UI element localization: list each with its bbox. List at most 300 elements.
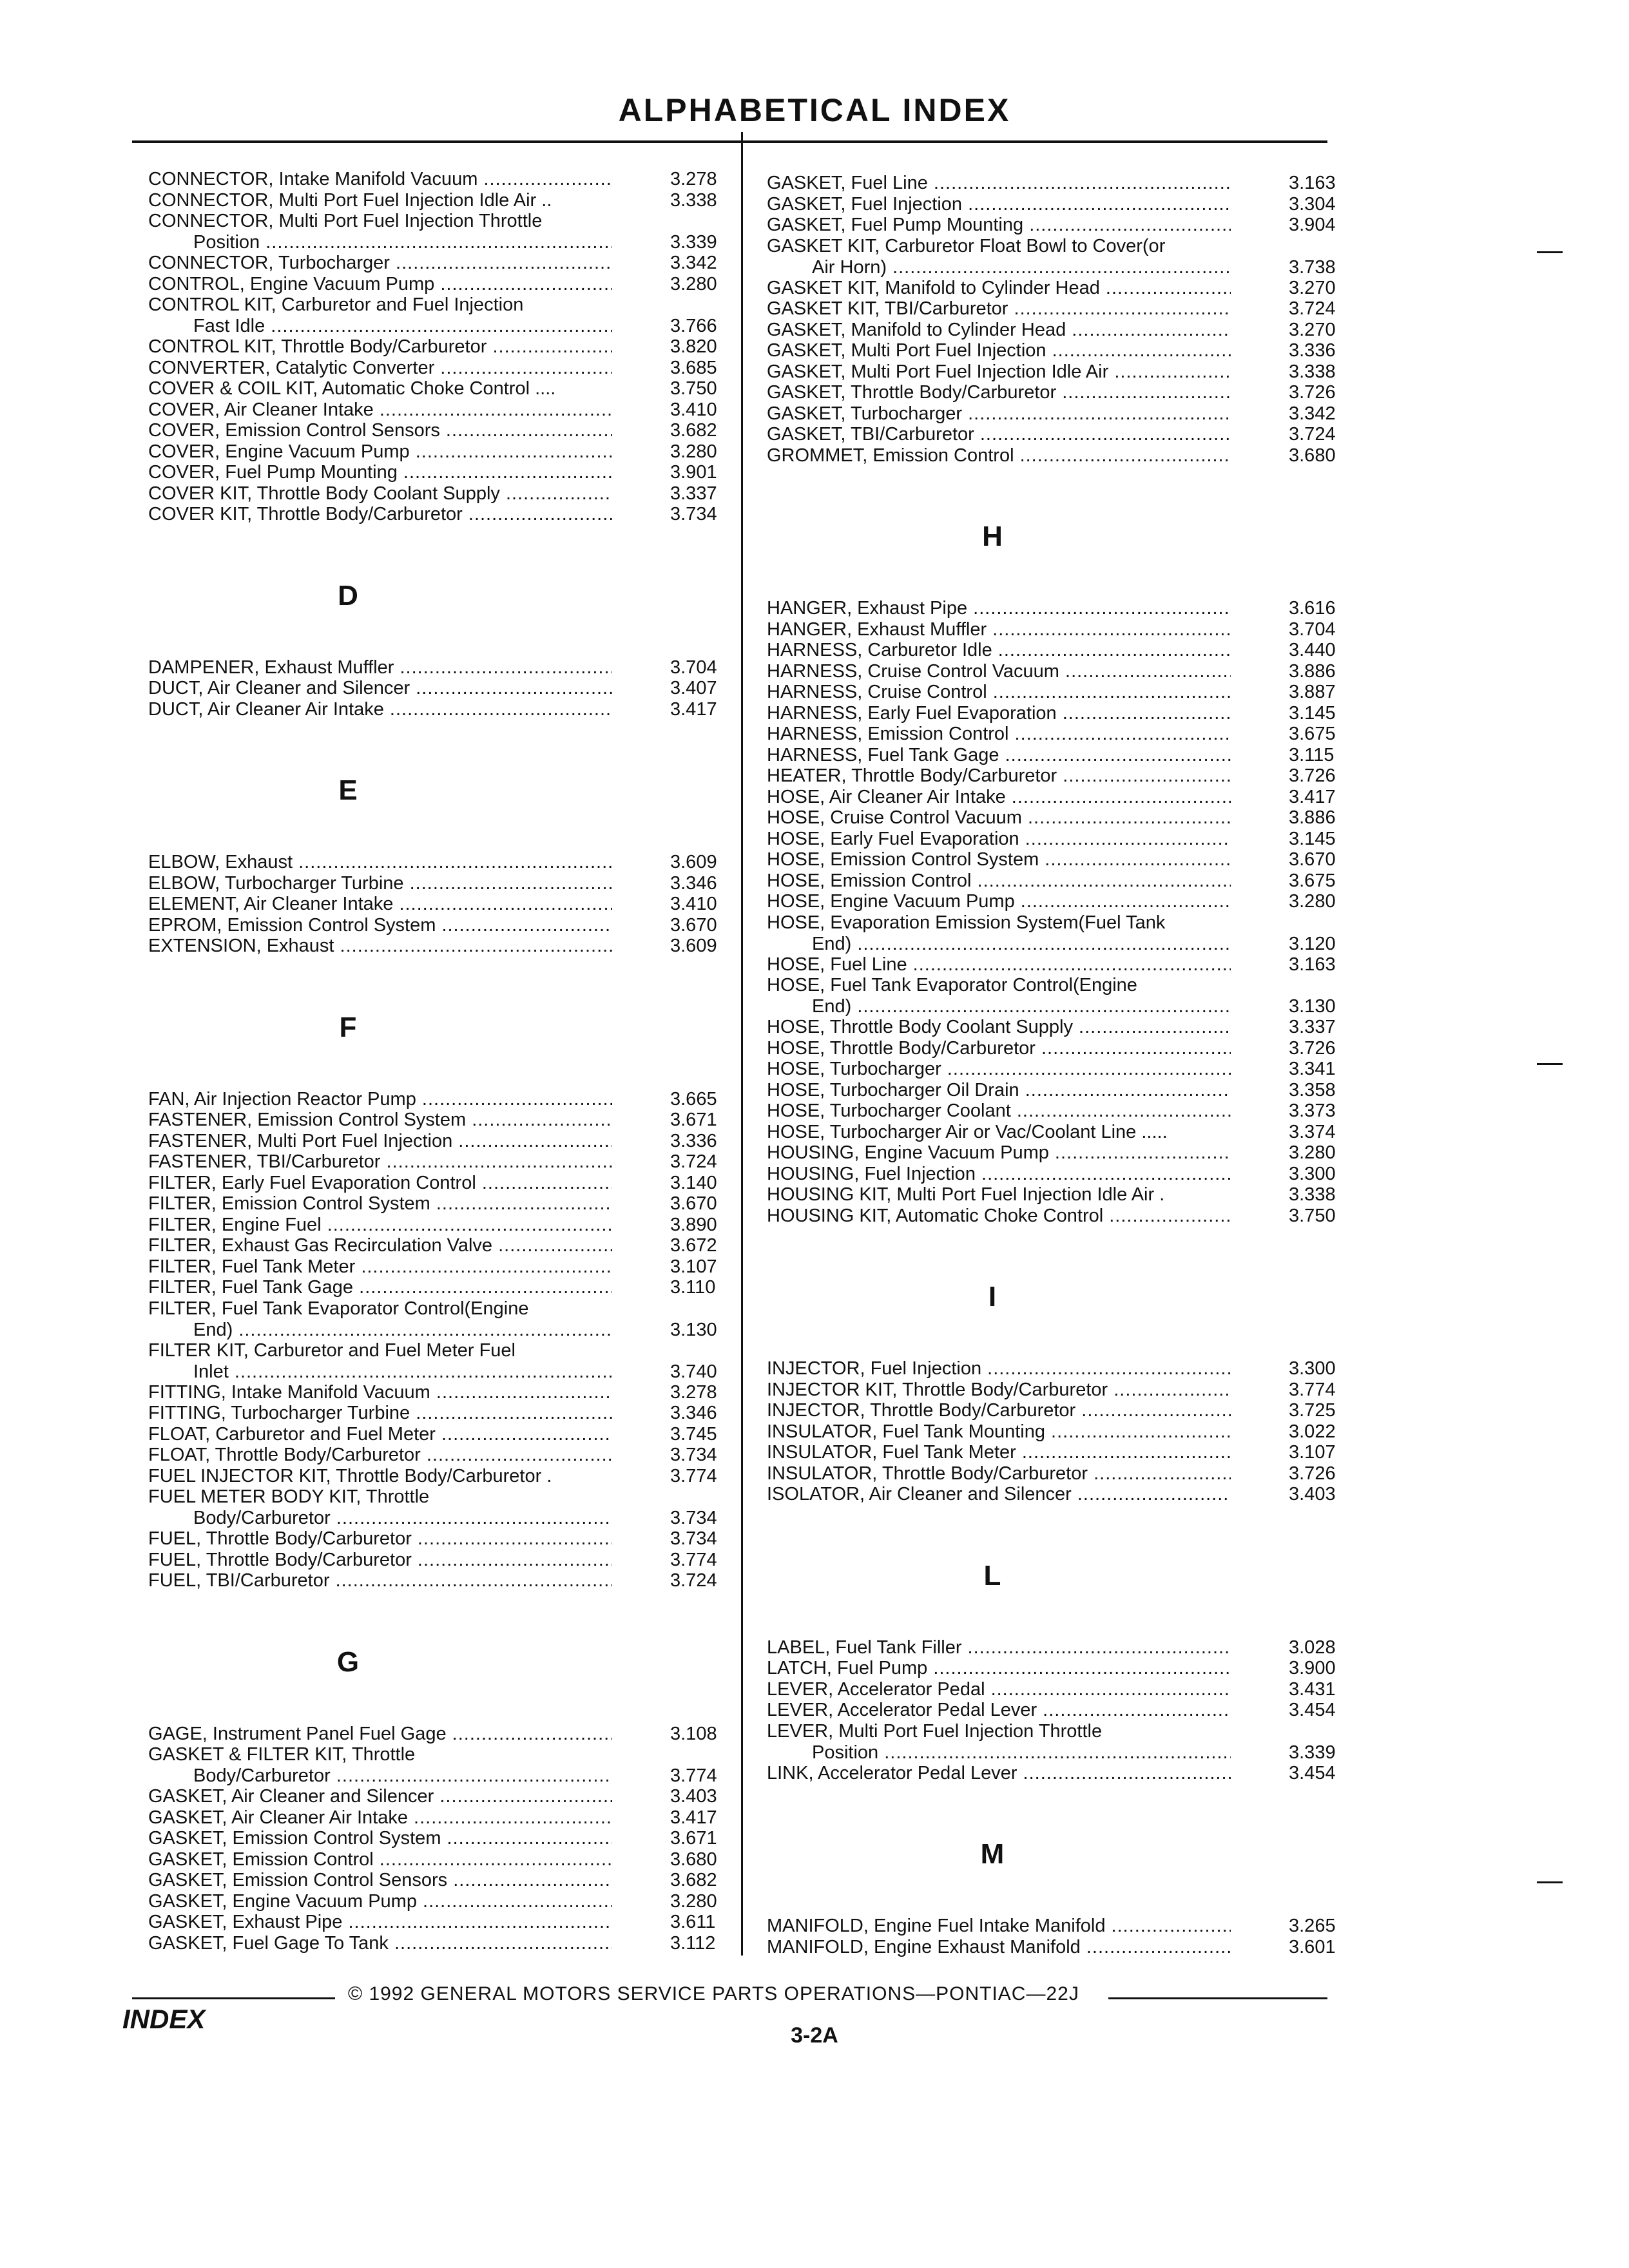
entry-name-line: GASKET KIT, Manifold to Cylinder Head [767, 277, 1100, 298]
entry-name [767, 1080, 1231, 1101]
section-letter-m: M [980, 1838, 1005, 1870]
entry-name-line: CONTROL, Engine Vacuum Pump [148, 273, 435, 294]
entry-name-line: GASKET, Manifold to Cylinder Head [767, 319, 1066, 340]
entry-page-number: 3.726 [1289, 1037, 1336, 1059]
entry-name-continuation: End) ..... [767, 934, 1231, 955]
entry-name-line: HOSE, Throttle Body/Carburetor [767, 1037, 1036, 1059]
entry-name-line: COVER & COIL KIT, Automatic Choke Control .... [148, 378, 556, 399]
entry-name [767, 215, 1231, 236]
entry-name-line: GASKET, Emission Control Sensors [148, 1870, 448, 1890]
entry-name [767, 703, 1231, 724]
section-letter-g: G [336, 1646, 360, 1678]
entry-page-number: 3.163 [1289, 954, 1336, 975]
entry-page-number: 3.346 [670, 1403, 717, 1423]
entry-page-number: 3.734 [670, 1508, 717, 1528]
entry-name [767, 1658, 1231, 1679]
entry-name-line: LABEL, Fuel Tank Filler [767, 1637, 962, 1658]
entry-page-number: 3.890 [670, 1214, 717, 1235]
entry-name-line: INSULATOR, Fuel Tank Meter [767, 1442, 1016, 1463]
entry-name [767, 829, 1231, 850]
entry-page-number: 3.774 [1289, 1379, 1336, 1400]
entry-name-line: GASKET, Fuel Pump Mounting [767, 215, 1024, 235]
entry-name-line: HARNESS, Cruise Control Vacuum [767, 660, 1059, 682]
entry-name-line: GASKET, Fuel Gage To Tank [148, 1932, 389, 1954]
entry-name [767, 1916, 1231, 1937]
entry-name-line: HOSE, Turbocharger Oil Drain [767, 1079, 1019, 1100]
entry-page-number: 3.410 [670, 894, 717, 914]
entry-name-continuation: End) ..... [767, 996, 1231, 1017]
entry-name [148, 1256, 612, 1278]
entry-name-line: HOSE, Air Cleaner Air Intake [767, 786, 1006, 807]
entry-page-number: 3.339 [670, 232, 717, 253]
entry-name-line: GASKET, Fuel Line [767, 173, 928, 193]
entry-name [767, 870, 1231, 892]
entry-name-line: HOSE, Cruise Control Vacuum [767, 807, 1022, 828]
entry-name-line: LEVER, Multi Port Fuel Injection Throttle [767, 1720, 1103, 1742]
entry-name-line: GASKET, Emission Control System [148, 1828, 441, 1849]
entry-name [148, 399, 612, 421]
entry-page-number: 3.346 [670, 872, 717, 894]
entry-name-line: HOUSING, Fuel Injection [767, 1163, 976, 1184]
entry-page-number: 3.403 [670, 1786, 717, 1807]
entry-page-number: 3.724 [1289, 424, 1336, 445]
entry-name-line: HOSE, Emission Control [767, 870, 972, 891]
entry-name [148, 1912, 612, 1933]
entry-name-line: HARNESS, Cruise Control [767, 682, 987, 702]
entry-name-line: DUCT, Air Cleaner Air Intake [148, 698, 384, 720]
entry-name [767, 1442, 1231, 1463]
title-rule [132, 140, 1327, 143]
entry-name [148, 190, 612, 211]
entry-page-number: 3.726 [1289, 382, 1336, 403]
entry-page-number: 3.675 [1289, 724, 1336, 744]
entry-page-number: 3.734 [670, 1528, 717, 1549]
entry-page-number: 3.454 [1289, 1762, 1336, 1783]
entry-name [148, 294, 612, 337]
entry-name [148, 1570, 612, 1591]
entry-name [767, 619, 1231, 640]
entry-page-number: 3.280 [670, 441, 717, 462]
footer-rule-right [1108, 1997, 1327, 1999]
entry-name [767, 1122, 1231, 1143]
entry-name-line: GASKET KIT, TBI/Carburetor [767, 298, 1008, 319]
entry-name [767, 1358, 1231, 1379]
entry-name [148, 483, 612, 505]
entry-name-continuation: Body/Carburetor ..... [148, 1508, 612, 1529]
entry-name [148, 1849, 612, 1870]
entry-page-number: 3.278 [670, 1381, 717, 1403]
entry-name-line: GASKET, Turbocharger [767, 403, 963, 424]
entry-name [767, 445, 1231, 466]
entry-page-number: 3.725 [1289, 1400, 1336, 1421]
entry-name-continuation: Air Horn) ..... [767, 257, 1231, 278]
entry-name [148, 336, 612, 358]
entry-name [767, 1400, 1231, 1421]
entry-page-number: 3.110 [670, 1277, 716, 1298]
entry-name [767, 640, 1231, 661]
entry-name [767, 1059, 1231, 1080]
entry-page-number: 3.609 [670, 852, 717, 872]
entry-page-number: 3.774 [670, 1765, 717, 1786]
entry-page-number: 3.745 [670, 1423, 717, 1445]
entry-page-number: 3.672 [670, 1235, 717, 1256]
entry-name [767, 320, 1231, 341]
entry-page-number: 3.300 [1289, 1163, 1336, 1184]
entry-name-line: FILTER, Early Fuel Evaporation Control [148, 1172, 476, 1193]
entry-page-number: 3.665 [670, 1088, 717, 1110]
entry-page-number: 3.680 [1289, 445, 1336, 466]
entry-name-line: FLOAT, Throttle Body/Carburetor [148, 1445, 421, 1465]
entry-page-number: 3.107 [1289, 1442, 1336, 1463]
entry-name [148, 441, 612, 463]
entry-name-line: COVER, Air Cleaner Intake [148, 399, 374, 420]
entry-page-number: 3.338 [1289, 1184, 1336, 1205]
entry-name-line: GROMMET, Emission Control [767, 445, 1014, 466]
entry-name-line: COVER, Emission Control Sensors [148, 420, 440, 441]
entry-name [767, 1017, 1231, 1038]
entry-name [767, 1379, 1231, 1401]
entry-name-line: GAGE, Instrument Panel Fuel Gage [148, 1723, 447, 1744]
section-letter-e: E [338, 774, 358, 806]
entry-name-line: FITTING, Intake Manifold Vacuum [148, 1381, 430, 1403]
entry-name [148, 915, 612, 936]
entry-page-number: 3.901 [670, 462, 717, 483]
entry-page-number: 3.130 [1289, 996, 1336, 1017]
entry-name-line: LATCH, Fuel Pump [767, 1658, 928, 1678]
entry-name-line: FILTER KIT, Carburetor and Fuel Meter Fuel [148, 1340, 516, 1361]
entry-name-line: LINK, Accelerator Pedal Lever [767, 1762, 1017, 1783]
entry-name-line: HARNESS, Early Fuel Evaporation [767, 702, 1057, 724]
entry-name-line: ELBOW, Exhaust [148, 852, 293, 872]
entry-page-number: 3.886 [1289, 660, 1336, 682]
entry-name-line: COVER, Engine Vacuum Pump [148, 441, 410, 462]
entry-name-line: FILTER, Exhaust Gas Recirculation Valve [148, 1235, 493, 1256]
entry-page-number: 3.300 [1289, 1358, 1336, 1379]
entry-name [148, 274, 612, 295]
entry-name [767, 1184, 1231, 1206]
entry-page-number: 3.115 [1289, 744, 1335, 765]
entry-page-number: 3.724 [670, 1151, 717, 1172]
entry-name [148, 378, 612, 399]
entry-page-number: 3.339 [1289, 1742, 1336, 1763]
entry-name [148, 1445, 612, 1466]
entry-name-continuation: Body/Carburetor ..... [148, 1765, 612, 1787]
entry-name-continuation: Fast Idle ..... [148, 316, 612, 337]
entry-page-number: 3.440 [1289, 640, 1336, 660]
entry-name-line: FILTER, Fuel Tank Meter [148, 1256, 356, 1277]
entry-name [148, 1486, 612, 1529]
entry-page-number: 3.738 [1289, 256, 1336, 278]
entry-name [767, 1937, 1231, 1958]
entry-page-number: 3.724 [670, 1570, 717, 1591]
entry-name [148, 1550, 612, 1571]
entry-name-line: HARNESS, Carburetor Idle [767, 640, 992, 660]
entry-name [767, 765, 1231, 787]
entry-name [148, 1298, 612, 1341]
entry-page-number: 3.280 [1289, 1142, 1336, 1163]
entry-name-line: HOUSING KIT, Multi Port Fuel Injection Idle Air . [767, 1184, 1165, 1205]
entry-page-number: 3.670 [670, 1193, 717, 1214]
entry-name [767, 724, 1231, 745]
entry-name [767, 1763, 1231, 1784]
section-letter-d: D [338, 579, 358, 611]
entry-page-number: 3.338 [1289, 361, 1336, 382]
entry-page-number: 3.675 [1289, 870, 1336, 891]
entry-name-line: CONTROL KIT, Throttle Body/Carburetor [148, 336, 487, 357]
entry-page-number: 3.407 [670, 678, 717, 698]
entry-name [148, 1131, 612, 1152]
entry-name-line: COVER KIT, Throttle Body Coolant Supply [148, 483, 500, 504]
entry-name-line: HOSE, Turbocharger Coolant [767, 1100, 1011, 1121]
entry-name [148, 1807, 612, 1829]
entry-name [767, 912, 1231, 955]
entry-name [148, 253, 612, 274]
entry-name-line: FUEL INJECTOR KIT, Throttle Body/Carburetor . [148, 1465, 552, 1486]
entry-name-line: ELEMENT, Air Cleaner Intake [148, 894, 394, 914]
entry-name [148, 169, 612, 190]
entry-page-number: 3.417 [670, 1807, 717, 1828]
entry-page-number: 3.726 [1289, 765, 1336, 786]
column-divider [741, 132, 743, 1956]
entry-name [148, 1382, 612, 1403]
section-letter-l: L [983, 1559, 1001, 1591]
entry-name-line: CONNECTOR, Turbocharger [148, 253, 390, 273]
entry-page-number: 3.028 [1289, 1637, 1336, 1658]
entry-name [148, 1235, 612, 1256]
entry-name [148, 894, 612, 915]
entry-page-number: 3.341 [1289, 1059, 1336, 1079]
entry-name-line: CONNECTOR, Intake Manifold Vacuum [148, 169, 478, 189]
entry-page-number: 3.680 [670, 1849, 717, 1870]
entry-name [148, 462, 612, 483]
entry-name-line: COVER KIT, Throttle Body/Carburetor [148, 504, 463, 524]
entry-page-number: 3.766 [670, 316, 717, 336]
entry-name-line: GASKET, Emission Control [148, 1849, 374, 1870]
entry-name-line: FUEL METER BODY KIT, Throttle [148, 1486, 430, 1507]
entry-name-line: INJECTOR KIT, Throttle Body/Carburetor [767, 1379, 1108, 1400]
entry-page-number: 3.670 [1289, 849, 1336, 870]
entry-page-number: 3.671 [670, 1828, 717, 1849]
entry-name-line: FUEL, TBI/Carburetor [148, 1570, 330, 1591]
entry-name-line: LEVER, Accelerator Pedal Lever [767, 1700, 1037, 1720]
entry-name-line: COVER, Fuel Pump Mounting [148, 462, 398, 483]
entry-name-line: GASKET, Fuel Injection [767, 193, 963, 215]
entry-name-line: INSULATOR, Throttle Body/Carburetor [767, 1463, 1088, 1484]
entry-page-number: 3.130 [670, 1319, 717, 1340]
entry-page-number: 3.609 [670, 936, 717, 956]
entry-name-line: FUEL, Throttle Body/Carburetor [148, 1528, 412, 1549]
entry-page-number: 3.454 [1289, 1700, 1336, 1720]
entry-name-line: FAN, Air Injection Reactor Pump [148, 1088, 416, 1110]
entry-name [767, 236, 1231, 278]
entry-name [148, 699, 612, 720]
entry-name-line: GASKET, Multi Port Fuel Injection Idle Air [767, 361, 1109, 382]
entry-name-line: GASKET, TBI/Carburetor [767, 424, 974, 445]
entry-page-number: 3.270 [1289, 319, 1336, 340]
entry-name-line: LEVER, Accelerator Pedal [767, 1678, 985, 1700]
footer-section-label: INDEX [122, 2004, 206, 2034]
entry-page-number: 3.734 [670, 1445, 717, 1465]
entry-page-number: 3.107 [670, 1256, 717, 1277]
entry-name-line: FASTENER, TBI/Carburetor [148, 1151, 381, 1172]
entry-name-line: FILTER, Engine Fuel [148, 1214, 322, 1235]
entry-page-number: 3.734 [670, 504, 717, 524]
entry-name [767, 1637, 1231, 1658]
entry-name-line: GASKET, Air Cleaner and Silencer [148, 1786, 434, 1807]
entry-page-number: 3.270 [1289, 277, 1336, 298]
entry-page-number: 3.740 [670, 1361, 717, 1382]
entry-name [148, 1528, 612, 1550]
entry-name [767, 1206, 1231, 1227]
entry-name [767, 891, 1231, 912]
entry-name [148, 678, 612, 699]
entry-name [148, 1403, 612, 1424]
section-letter-i: I [988, 1281, 997, 1312]
entry-name [148, 1110, 612, 1131]
page-title: ALPHABETICAL INDEX [618, 92, 1011, 128]
entry-name-line: FLOAT, Carburetor and Fuel Meter [148, 1423, 436, 1445]
entry-name-line: CONNECTOR, Multi Port Fuel Injection Idle Air .. [148, 189, 552, 211]
entry-name-line: HOSE, Engine Vacuum Pump [767, 891, 1015, 912]
entry-name-line: HEATER, Throttle Body/Carburetor [767, 765, 1057, 786]
entry-name [148, 1828, 612, 1849]
entry-name-line: HOSE, Early Fuel Evaporation [767, 828, 1019, 849]
entry-name-line: HOSE, Turbocharger [767, 1059, 941, 1079]
entry-page-number: 3.774 [670, 1465, 717, 1486]
entry-name [148, 1744, 612, 1787]
entry-page-number: 3.022 [1289, 1421, 1336, 1442]
entry-name [767, 1038, 1231, 1059]
entry-name-line: GASKET, Air Cleaner Air Intake [148, 1807, 408, 1828]
entry-page-number: 3.774 [670, 1549, 717, 1570]
entry-page-number: 3.403 [1289, 1484, 1336, 1504]
entry-name-line: CONNECTOR, Multi Port Fuel Injection Throttle [148, 211, 543, 231]
entry-name-line: EXTENSION, Exhaust [148, 936, 334, 956]
entry-name-line: FASTENER, Multi Port Fuel Injection [148, 1130, 453, 1151]
entry-name [148, 420, 612, 441]
entry-name-line: HOSE, Throttle Body Coolant Supply [767, 1017, 1073, 1037]
entry-name [767, 661, 1231, 682]
entry-name [148, 1193, 612, 1215]
entry-name [767, 849, 1231, 870]
entry-page-number: 3.120 [1289, 933, 1336, 954]
entry-page-number: 3.431 [1289, 1678, 1336, 1700]
entry-name [148, 1173, 612, 1194]
entry-name [148, 1786, 612, 1807]
entry-name [148, 1215, 612, 1236]
entry-page-number: 3.342 [1289, 403, 1336, 424]
entry-page-number: 3.417 [670, 698, 717, 720]
entry-name [148, 1724, 612, 1745]
entry-name-line: HOSE, Emission Control System [767, 849, 1039, 870]
entry-name-line: HANGER, Exhaust Pipe [767, 598, 968, 619]
entry-name [767, 1142, 1231, 1164]
entry-page-number: 3.887 [1289, 682, 1336, 702]
entry-page-number: 3.682 [670, 1870, 717, 1890]
entry-name [148, 1277, 612, 1298]
entry-name [148, 657, 612, 678]
entry-page-number: 3.145 [1289, 828, 1336, 849]
entry-page-number: 3.265 [1289, 1916, 1336, 1936]
entry-name-line: GASKET, Exhaust Pipe [148, 1912, 343, 1932]
entry-page-number: 3.112 [670, 1932, 716, 1954]
entry-page-number: 3.750 [670, 378, 717, 399]
footer-copyright: © 1992 GENERAL MOTORS SERVICE PARTS OPERATIONS—PONTIAC—22J [348, 1983, 1079, 2004]
entry-name-line: FILTER, Fuel Tank Gage [148, 1277, 354, 1298]
entry-name [767, 1463, 1231, 1485]
entry-name-continuation: End) ..... [148, 1320, 612, 1341]
section-letter-f: F [339, 1011, 357, 1043]
entry-name-line: HANGER, Exhaust Muffler [767, 619, 987, 640]
entry-name [148, 358, 612, 379]
entry-page-number: 3.750 [1289, 1205, 1336, 1226]
entry-name-line: GASKET KIT, Carburetor Float Bowl to Cover(or [767, 235, 1166, 256]
entry-name [767, 682, 1231, 703]
entry-name [767, 745, 1231, 766]
entry-name-line: MANIFOLD, Engine Exhaust Manifold [767, 1936, 1081, 1957]
entry-name [767, 424, 1231, 445]
entry-name-line: HOSE, Fuel Tank Evaporator Control(Engine [767, 975, 1137, 995]
entry-page-number: 3.726 [1289, 1463, 1336, 1484]
margin-mark [1537, 1063, 1563, 1065]
entry-page-number: 3.108 [670, 1723, 717, 1744]
entry-name [767, 1484, 1231, 1505]
entry-name-line: ELBOW, Turbocharger Turbine [148, 872, 404, 894]
entry-name [148, 1466, 612, 1487]
entry-name-line: CONVERTER, Catalytic Converter [148, 357, 435, 378]
entry-name [148, 1089, 612, 1110]
entry-name-line: DAMPENER, Exhaust Muffler [148, 657, 394, 678]
entry-page-number: 3.278 [670, 169, 717, 189]
entry-page-number: 3.904 [1289, 215, 1336, 235]
entry-name-line: HOSE, Turbocharger Air or Vac/Coolant Line ..... [767, 1121, 1168, 1142]
entry-name-line: INJECTOR, Throttle Body/Carburetor [767, 1400, 1076, 1421]
entry-name [148, 1933, 612, 1954]
entry-name-line: GASKET & FILTER KIT, Throttle [148, 1744, 416, 1765]
entry-page-number: 3.820 [670, 336, 717, 357]
entry-page-number: 3.611 [670, 1912, 716, 1932]
entry-name-line: HOUSING KIT, Automatic Choke Control [767, 1205, 1104, 1226]
entry-page-number: 3.280 [1289, 891, 1336, 912]
entry-page-number: 3.337 [670, 483, 717, 504]
entry-name-line: INJECTOR, Fuel Injection [767, 1358, 982, 1379]
entry-name-line: EPROM, Emission Control System [148, 914, 436, 936]
entry-name [767, 1721, 1231, 1763]
entry-page-number: 3.342 [670, 253, 717, 273]
entry-page-number: 3.374 [1289, 1121, 1336, 1142]
entry-page-number: 3.280 [670, 1890, 717, 1912]
entry-name-line: GASKET, Throttle Body/Carburetor [767, 382, 1057, 403]
entry-name [148, 852, 612, 873]
entry-page-number: 3.280 [670, 273, 717, 294]
entry-name [767, 1421, 1231, 1443]
entry-page-number: 3.337 [1289, 1017, 1336, 1037]
entry-page-number: 3.145 [1289, 702, 1336, 724]
entry-name [767, 194, 1231, 215]
entry-name-continuation: Inlet ..... [148, 1361, 612, 1383]
entry-page-number: 3.410 [670, 399, 717, 420]
entry-page-number: 3.886 [1289, 807, 1336, 828]
footer-page-number: 3-2A [791, 2023, 838, 2048]
entry-name-line: FITTING, Turbocharger Turbine [148, 1403, 410, 1423]
entry-page-number: 3.685 [670, 357, 717, 378]
entry-name-line: MANIFOLD, Engine Fuel Intake Manifold [767, 1916, 1106, 1936]
entry-name-line: HOSE, Fuel Line [767, 954, 907, 975]
entry-name [148, 1151, 612, 1173]
entry-page-number: 3.671 [670, 1110, 717, 1130]
entry-name [767, 173, 1231, 194]
entry-name [148, 211, 612, 253]
